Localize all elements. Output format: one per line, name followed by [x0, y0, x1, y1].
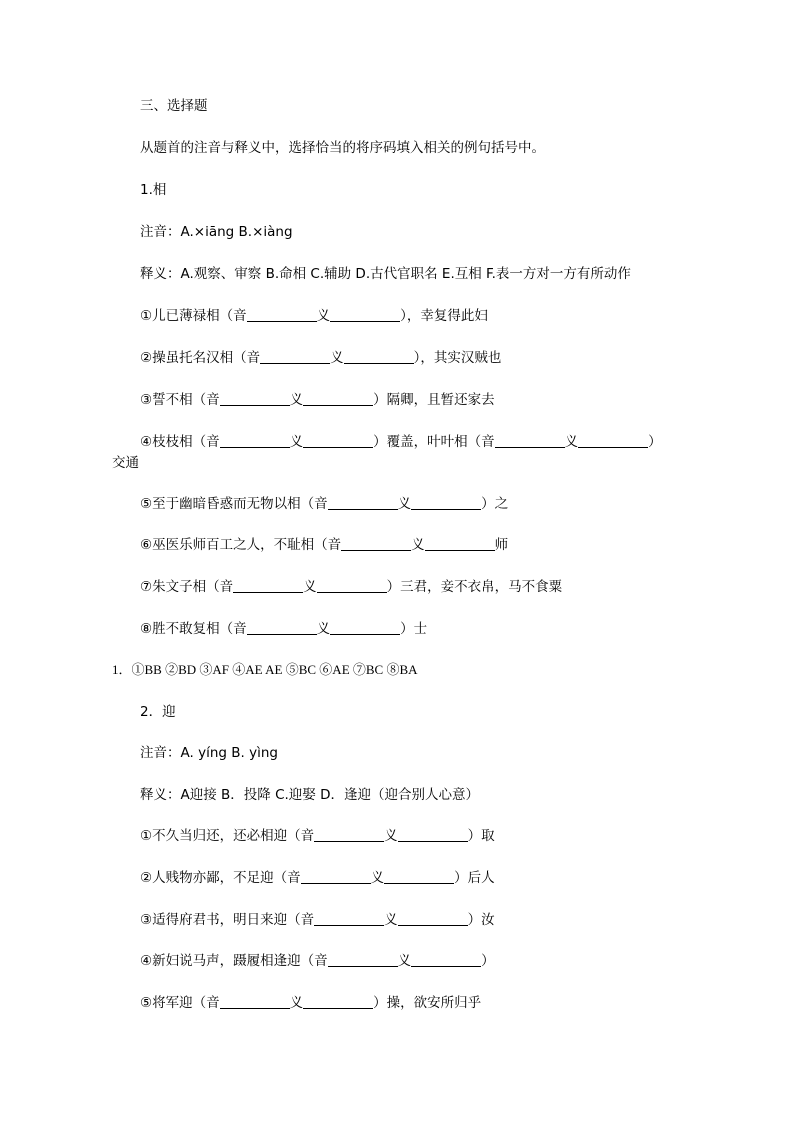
item-suffix: ）隔卿，且暂还家去: [373, 392, 495, 408]
q1-item-4-wrap: 交通: [112, 455, 139, 471]
item-prefix: ⑦朱文子相（音: [140, 579, 234, 595]
q1-pinyin: 注音：A.×iāng B.×iàng: [140, 224, 293, 240]
q2-item-5: [140, 994, 481, 1012]
q1-item-5: [140, 495, 508, 513]
blank-meaning: [317, 578, 387, 593]
item-suffix: 师: [494, 537, 509, 553]
blank-sound: [314, 911, 384, 926]
item-suffix: ）: [648, 434, 662, 450]
blank-sound: [247, 307, 317, 322]
item-prefix: ③适得府君书，明日来迎（音: [140, 912, 315, 928]
item-suffix: ）覆盖，叶叶相（音: [373, 434, 495, 450]
item-prefix: ⑧胜不敢复相（音: [140, 621, 247, 637]
blank-sound: [495, 433, 565, 448]
item-prefix: ②操虽托名汉相（音: [140, 350, 261, 366]
item-suffix: ）操，欲安所归乎: [373, 995, 482, 1011]
q1-item-6: [140, 536, 508, 554]
blank-sound: [301, 869, 371, 884]
item-mid: 义: [289, 434, 304, 450]
section-heading: 三、选择题: [140, 98, 208, 114]
blank-meaning: [411, 495, 481, 510]
item-prefix: ④枝枝相（音: [140, 434, 220, 450]
q1-item-1: [140, 307, 488, 325]
blank-meaning: [303, 994, 373, 1009]
blank-sound: [314, 827, 384, 842]
item-suffix: ），幸复得此妇: [400, 308, 488, 324]
q2-meaning: 释义：A迎接 B．投降 C.迎娶 D．逢迎（迎合别人心意）: [140, 787, 479, 803]
item-prefix: ⑤将军迎（音: [140, 995, 220, 1011]
item-mid: 义: [397, 496, 412, 512]
item-prefix: ⑤至于幽暗昏惑而无物以相（音: [140, 496, 328, 512]
blank-meaning: [344, 349, 414, 364]
q1-answer: 1．①BB ②BD ③AF ④AE AE ⑤BC ⑥AE ⑦BC ⑧BA: [112, 662, 418, 677]
q2-item-4: [140, 952, 495, 970]
q1-item-3: [140, 391, 495, 409]
blank-meaning: [303, 433, 373, 448]
item-suffix: ）之: [481, 496, 509, 512]
q2-item-2: [140, 869, 495, 887]
item-mid: 义: [316, 308, 331, 324]
blank-meaning: [398, 827, 468, 842]
blank-sound: [260, 349, 330, 364]
item-mid: 义: [397, 953, 412, 969]
item-prefix: ④新妇说马声，蹑履相逢迎（音: [140, 953, 328, 969]
blank-sound: [233, 578, 303, 593]
q1-number: 1.相: [140, 182, 167, 198]
blank-meaning: [330, 307, 400, 322]
q1-item-2: [140, 349, 501, 367]
item-suffix: ）: [481, 953, 495, 969]
blank-meaning: [411, 952, 481, 967]
item-suffix: ）取: [467, 828, 495, 844]
item-mid: 义: [564, 434, 579, 450]
blank-meaning: [303, 391, 373, 406]
item-mid: 义: [316, 621, 331, 637]
blank-meaning: [425, 536, 495, 551]
item-mid: 义: [370, 870, 385, 886]
blank-sound: [341, 536, 411, 551]
item-suffix: ）后人: [454, 870, 495, 886]
item-prefix: ①儿已薄禄相（音: [140, 308, 247, 324]
item-suffix: ），其实汉贼也: [413, 350, 502, 366]
q2-pinyin: 注音：A. yíng B. yìng: [140, 745, 278, 761]
q1-item-8: [140, 620, 427, 638]
q1-item-4: [140, 433, 662, 451]
blank-meaning: [578, 433, 648, 448]
blank-sound: [220, 391, 290, 406]
item-prefix: ⑥巫医乐师百工之人，不耻相（音: [140, 537, 342, 553]
q2-number: 2．迎: [140, 704, 176, 720]
blank-meaning: [330, 620, 400, 635]
q1-item-7: [140, 578, 562, 596]
q2-item-1: [140, 827, 495, 845]
blank-sound: [328, 952, 398, 967]
item-suffix: ）汝: [467, 912, 495, 928]
item-prefix: ②人贱物亦鄙，不足迎（音: [140, 870, 301, 886]
item-mid: 义: [289, 995, 304, 1011]
item-mid: 义: [303, 579, 317, 595]
item-mid: 义: [384, 912, 398, 928]
blank-meaning: [398, 911, 468, 926]
instruction-text: 从题首的注音与释义中，选择恰当的将序码填入相关的例句括号中。: [140, 140, 545, 156]
q1-meaning: 释义：A.观察、审察 B.命相 C.辅助 D.古代官职名 E.互相 F.表一方对一方有所动作: [140, 266, 631, 282]
item-suffix: ）三君，妾不衣帛，马不食粟: [386, 579, 563, 595]
blank-sound: [220, 994, 290, 1009]
item-prefix: ①不久当归还，还必相迎（音: [140, 828, 315, 844]
item-mid: 义: [411, 537, 425, 553]
blank-sound: [328, 495, 398, 510]
q2-item-3: [140, 911, 495, 929]
blank-sound: [220, 433, 290, 448]
item-suffix: ）士: [400, 621, 428, 637]
blank-meaning: [384, 869, 454, 884]
item-mid: 义: [330, 350, 344, 366]
item-mid: 义: [289, 392, 304, 408]
item-mid: 义: [384, 828, 398, 844]
item-prefix: ③誓不相（音: [140, 392, 220, 408]
blank-sound: [247, 620, 317, 635]
